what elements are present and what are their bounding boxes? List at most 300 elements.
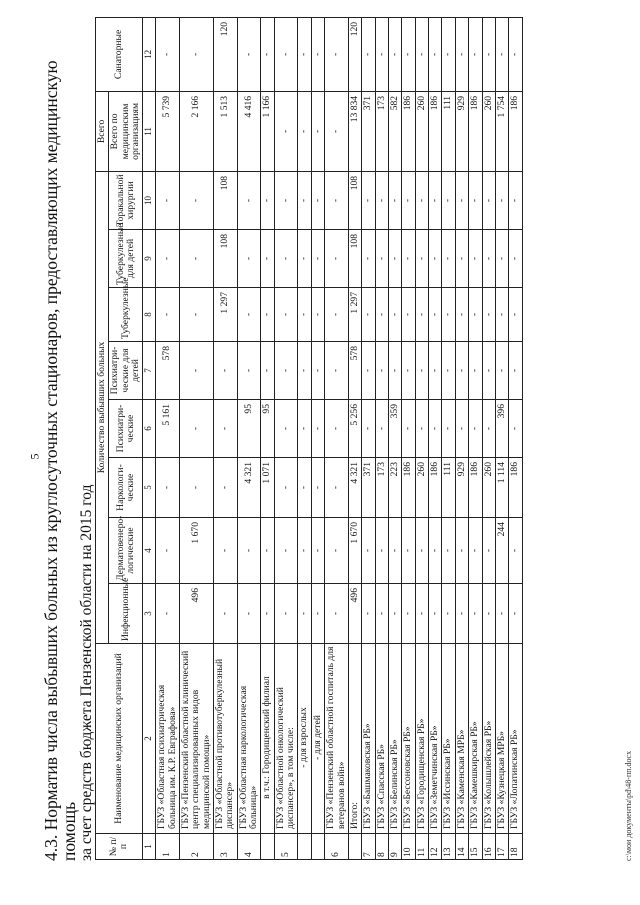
value-cell: - <box>429 17 442 91</box>
value-cell: - <box>375 518 388 584</box>
value-cell: - <box>415 230 428 288</box>
value-cell: - <box>388 584 401 644</box>
column-number: 1 <box>143 834 156 860</box>
value-cell: - <box>509 518 522 584</box>
row-number: 7 <box>362 834 375 860</box>
row-number: 4 <box>237 834 261 860</box>
value-cell: - <box>469 342 482 400</box>
value-cell: - <box>442 288 455 342</box>
value-cell: 5 161 <box>156 400 180 458</box>
value-cell: - <box>429 230 442 288</box>
value-cell: - <box>469 518 482 584</box>
value-cell: - <box>261 288 274 342</box>
organization-name: ГБУЗ «Городищенская РБ» <box>415 644 428 834</box>
table-row <box>402 17 415 859</box>
value-cell: - <box>274 91 298 171</box>
table-row <box>482 17 495 859</box>
value-cell: - <box>156 171 180 229</box>
value-cell: - <box>311 171 324 229</box>
value-cell: - <box>213 584 237 644</box>
organization-name: ГБУЗ «Кузнецкая МРБ» <box>495 644 508 834</box>
table-row <box>415 17 428 859</box>
value-cell: 13 834 <box>348 91 361 171</box>
value-cell: - <box>482 584 495 644</box>
value-cell: - <box>429 400 442 458</box>
organization-name: ГБУЗ «Пензенский областной госпиталь для ветеранов войн» <box>325 644 349 834</box>
organization-name: ГБУЗ «Каменская МРБ» <box>455 644 468 834</box>
value-cell: 186 <box>402 91 415 171</box>
header-col: Торакальной хирургии <box>109 171 143 229</box>
organization-name: ГБУЗ «Колышлейская РБ» <box>482 644 495 834</box>
value-cell: - <box>274 17 298 91</box>
value-cell: 1 071 <box>261 458 274 518</box>
value-cell: - <box>388 17 401 91</box>
organization-name: ГБУЗ «Иссинская РБ» <box>442 644 455 834</box>
value-cell: - <box>237 230 261 288</box>
value-cell: - <box>509 17 522 91</box>
value-cell: - <box>375 288 388 342</box>
header-col: Туберкулезные <box>109 288 143 342</box>
table-row <box>213 17 237 859</box>
value-cell: - <box>298 400 311 458</box>
value-cell: 108 <box>348 230 361 288</box>
header-col: Дерматовенеро-логические <box>109 518 143 584</box>
table-row <box>311 17 324 859</box>
value-cell: - <box>455 171 468 229</box>
value-cell: - <box>362 584 375 644</box>
header-col: Туберкулезные для детей <box>109 230 143 288</box>
value-cell: - <box>375 342 388 400</box>
value-cell: - <box>237 17 261 91</box>
table-row <box>495 17 508 859</box>
value-cell: 186 <box>402 458 415 518</box>
value-cell: 95 <box>237 400 261 458</box>
value-cell: - <box>415 17 428 91</box>
organization-name: ГБУЗ «Башмаковская РБ» <box>362 644 375 834</box>
table-row <box>179 17 213 859</box>
value-cell: 108 <box>213 171 237 229</box>
value-cell: 120 <box>348 17 361 91</box>
value-cell: - <box>495 342 508 400</box>
organization-name: ГБУЗ «Областной онкологический диспансер», в том числе: <box>274 644 298 834</box>
row-number <box>348 834 361 860</box>
value-cell: 173 <box>375 91 388 171</box>
organization-name: в т.ч.: Городищенский филиал <box>261 644 274 834</box>
value-cell: 582 <box>388 91 401 171</box>
value-cell: 4 321 <box>237 458 261 518</box>
value-cell: - <box>156 230 180 288</box>
value-cell: - <box>362 342 375 400</box>
value-cell: 5 739 <box>156 91 180 171</box>
value-cell: - <box>375 584 388 644</box>
value-cell: 496 <box>348 584 361 644</box>
column-number: 2 <box>143 644 156 834</box>
value-cell: - <box>274 171 298 229</box>
value-cell: - <box>375 17 388 91</box>
value-cell: - <box>261 584 274 644</box>
row-number: 9 <box>388 834 401 860</box>
value-cell: - <box>311 288 324 342</box>
value-cell: - <box>362 288 375 342</box>
value-cell: - <box>298 342 311 400</box>
value-cell: - <box>402 171 415 229</box>
value-cell: - <box>509 171 522 229</box>
value-cell: - <box>442 518 455 584</box>
value-cell: - <box>495 17 508 91</box>
title-line-2: за счет средств бюджета Пензенской области на 2015 год <box>77 484 95 861</box>
value-cell: - <box>362 518 375 584</box>
file-path-note: c:\мои документы\pd\48-пп.docx <box>624 750 633 861</box>
value-cell: 186 <box>509 458 522 518</box>
row-number <box>298 834 311 860</box>
value-cell: 95 <box>261 400 274 458</box>
row-number: 8 <box>375 834 388 860</box>
row-number: 13 <box>442 834 455 860</box>
page-number: 5 <box>27 453 42 460</box>
value-cell: - <box>156 17 180 91</box>
value-cell: - <box>325 458 349 518</box>
value-cell: - <box>362 17 375 91</box>
column-number: 10 <box>143 171 156 229</box>
value-cell: - <box>298 518 311 584</box>
organization-name: ГБУЗ «Камешкирская РБ» <box>469 644 482 834</box>
organization-name: Итого: <box>348 644 361 834</box>
column-number: 7 <box>143 342 156 400</box>
header-col: Психиатри-ческие для детей <box>109 342 143 400</box>
value-cell: - <box>237 288 261 342</box>
value-cell: - <box>179 17 213 91</box>
value-cell: - <box>179 458 213 518</box>
value-cell: 929 <box>455 91 468 171</box>
row-number: 10 <box>402 834 415 860</box>
value-cell: - <box>156 584 180 644</box>
table-row <box>455 17 468 859</box>
value-cell: 4 416 <box>237 91 261 171</box>
value-cell: - <box>311 518 324 584</box>
table-row <box>298 17 311 859</box>
value-cell: - <box>415 342 428 400</box>
value-cell: - <box>311 230 324 288</box>
value-cell: 111 <box>442 458 455 518</box>
table-body <box>156 17 522 859</box>
row-number: 6 <box>325 834 349 860</box>
value-cell: 578 <box>348 342 361 400</box>
value-cell: 186 <box>469 91 482 171</box>
value-cell: - <box>298 171 311 229</box>
value-cell: - <box>482 171 495 229</box>
value-cell: - <box>325 171 349 229</box>
value-cell: - <box>179 230 213 288</box>
value-cell: - <box>311 584 324 644</box>
value-cell: - <box>388 171 401 229</box>
value-cell: 1 166 <box>261 91 274 171</box>
value-cell: - <box>482 288 495 342</box>
table-row <box>237 17 261 859</box>
value-cell: - <box>274 288 298 342</box>
value-cell: - <box>442 230 455 288</box>
value-cell: - <box>325 518 349 584</box>
value-cell: - <box>442 400 455 458</box>
value-cell: - <box>274 400 298 458</box>
value-cell: - <box>362 230 375 288</box>
value-cell: - <box>388 518 401 584</box>
value-cell: 1 670 <box>179 518 213 584</box>
value-cell: - <box>179 288 213 342</box>
value-cell: - <box>469 230 482 288</box>
row-number: 11 <box>415 834 428 860</box>
value-cell: - <box>274 342 298 400</box>
value-cell: 1 114 <box>495 458 508 518</box>
organization-name: ГБУЗ «Областной противотуберкулезный диспансер» <box>213 644 237 834</box>
value-cell: 359 <box>388 400 401 458</box>
value-cell: - <box>156 458 180 518</box>
value-cell: - <box>213 518 237 584</box>
value-cell: - <box>311 91 324 171</box>
value-cell: - <box>325 342 349 400</box>
value-cell: - <box>325 230 349 288</box>
value-cell: 186 <box>469 458 482 518</box>
value-cell: - <box>495 288 508 342</box>
row-number: 3 <box>213 834 237 860</box>
row-number: 12 <box>429 834 442 860</box>
row-number <box>311 834 324 860</box>
value-cell: - <box>509 584 522 644</box>
table-row <box>348 17 361 859</box>
value-cell: - <box>298 91 311 171</box>
value-cell: 108 <box>348 171 361 229</box>
row-number: 17 <box>495 834 508 860</box>
value-cell: 186 <box>509 91 522 171</box>
value-cell: - <box>469 584 482 644</box>
header-col: Инфекционные <box>109 584 143 644</box>
table-row <box>469 17 482 859</box>
value-cell: - <box>311 400 324 458</box>
value-cell: - <box>482 230 495 288</box>
value-cell: 173 <box>375 458 388 518</box>
header-number-row <box>143 17 156 859</box>
value-cell: 186 <box>429 458 442 518</box>
value-cell: - <box>325 400 349 458</box>
value-cell: 4 321 <box>348 458 361 518</box>
value-cell: - <box>415 518 428 584</box>
value-cell: - <box>429 288 442 342</box>
header-total: Всего <box>96 91 109 171</box>
value-cell: 223 <box>388 458 401 518</box>
value-cell: - <box>415 288 428 342</box>
value-cell: - <box>325 17 349 91</box>
value-cell: 578 <box>156 342 180 400</box>
organization-name: - для детей <box>311 644 324 834</box>
organization-name: ГБУЗ «Пензенский областной клинический центр специализированных видов медицинской помощи» <box>179 644 213 834</box>
table-row <box>429 17 442 859</box>
value-cell: - <box>213 400 237 458</box>
value-cell: - <box>402 518 415 584</box>
value-cell: - <box>156 518 180 584</box>
column-number: 11 <box>143 91 156 171</box>
value-cell: - <box>298 458 311 518</box>
value-cell: - <box>375 171 388 229</box>
value-cell: 5 256 <box>348 400 361 458</box>
value-cell: - <box>179 342 213 400</box>
value-cell: - <box>298 584 311 644</box>
value-cell: - <box>495 171 508 229</box>
value-cell: - <box>237 584 261 644</box>
value-cell: - <box>415 171 428 229</box>
value-cell: 1 754 <box>495 91 508 171</box>
column-number: 12 <box>143 17 156 91</box>
value-cell: - <box>402 342 415 400</box>
value-cell: - <box>274 458 298 518</box>
table-row <box>388 17 401 859</box>
value-cell: - <box>402 584 415 644</box>
organization-name: - для взрослых <box>298 644 311 834</box>
value-cell: - <box>455 288 468 342</box>
value-cell: - <box>402 288 415 342</box>
value-cell: - <box>298 288 311 342</box>
value-cell: 111 <box>442 91 455 171</box>
value-cell: - <box>469 288 482 342</box>
value-cell: - <box>261 230 274 288</box>
value-cell: 260 <box>415 458 428 518</box>
value-cell: - <box>455 584 468 644</box>
table-row <box>375 17 388 859</box>
document-title <box>42 41 95 861</box>
organization-name: ГБУЗ «Областная наркологическая больница» <box>237 644 261 834</box>
value-cell: - <box>455 342 468 400</box>
value-cell: - <box>274 230 298 288</box>
value-cell: - <box>469 171 482 229</box>
title-line-1: 4.3. Норматив числа выбывших больных из круглосуточных стационаров, предоставляющих медицинскую помощь <box>41 60 80 861</box>
value-cell: - <box>429 584 442 644</box>
value-cell: - <box>179 400 213 458</box>
value-cell: - <box>237 171 261 229</box>
header-col: Психиатри-ческие <box>109 400 143 458</box>
table-row <box>325 17 349 859</box>
value-cell: - <box>482 342 495 400</box>
value-cell: - <box>429 171 442 229</box>
value-cell: - <box>482 17 495 91</box>
value-cell: - <box>455 17 468 91</box>
value-cell: 260 <box>482 458 495 518</box>
value-cell: - <box>325 288 349 342</box>
row-number: 1 <box>156 834 180 860</box>
value-cell: 371 <box>362 91 375 171</box>
organization-name: ГБУЗ «Белинская РБ» <box>388 644 401 834</box>
value-cell: 186 <box>429 91 442 171</box>
table-row <box>509 17 522 859</box>
value-cell: 371 <box>362 458 375 518</box>
column-number: 9 <box>143 230 156 288</box>
table-row <box>156 17 180 859</box>
value-cell: 1 297 <box>213 288 237 342</box>
value-cell: - <box>455 518 468 584</box>
value-cell: - <box>237 518 261 584</box>
row-number: 14 <box>455 834 468 860</box>
value-cell: - <box>442 171 455 229</box>
organization-name: ГБУЗ «Лопатинская РБ» <box>509 644 522 834</box>
value-cell: - <box>298 230 311 288</box>
value-cell: - <box>482 518 495 584</box>
header-sanatorium: Санаторные <box>96 17 143 91</box>
column-number: 5 <box>143 458 156 518</box>
row-number: 2 <box>179 834 213 860</box>
value-cell: - <box>442 342 455 400</box>
value-cell: - <box>429 518 442 584</box>
header-group: Количество выбывших больных <box>96 171 109 643</box>
value-cell: - <box>298 17 311 91</box>
value-cell: - <box>311 458 324 518</box>
header-no: № п/п <box>96 834 143 860</box>
organization-name: ГБУЗ «Бессоновская РБ» <box>402 644 415 834</box>
value-cell: - <box>274 584 298 644</box>
value-cell: - <box>509 288 522 342</box>
column-number: 4 <box>143 518 156 584</box>
value-cell: 2 166 <box>179 91 213 171</box>
value-cell: - <box>402 17 415 91</box>
norm-table <box>95 17 523 860</box>
value-cell: - <box>213 458 237 518</box>
row-number: 16 <box>482 834 495 860</box>
column-number: 3 <box>143 584 156 644</box>
header-total-sub: Всего по медицинским организациям <box>109 91 143 171</box>
value-cell: - <box>442 17 455 91</box>
value-cell: - <box>261 342 274 400</box>
value-cell: - <box>388 288 401 342</box>
value-cell: - <box>274 518 298 584</box>
value-cell: 120 <box>213 17 237 91</box>
column-number: 6 <box>143 400 156 458</box>
value-cell: - <box>415 400 428 458</box>
row-number: 5 <box>274 834 298 860</box>
value-cell: 260 <box>415 91 428 171</box>
value-cell: - <box>261 17 274 91</box>
value-cell: - <box>455 230 468 288</box>
value-cell: - <box>375 230 388 288</box>
value-cell: - <box>509 230 522 288</box>
value-cell: - <box>261 171 274 229</box>
value-cell: - <box>388 230 401 288</box>
value-cell: - <box>469 400 482 458</box>
value-cell: - <box>469 17 482 91</box>
value-cell: - <box>261 518 274 584</box>
column-number: 8 <box>143 288 156 342</box>
value-cell: - <box>213 342 237 400</box>
value-cell: 260 <box>482 91 495 171</box>
value-cell: - <box>325 584 349 644</box>
organization-name: ГБУЗ «Земетчинская РБ» <box>429 644 442 834</box>
value-cell: - <box>455 400 468 458</box>
table-row <box>362 17 375 859</box>
value-cell: 396 <box>495 400 508 458</box>
value-cell: - <box>311 17 324 91</box>
value-cell: 929 <box>455 458 468 518</box>
value-cell: - <box>495 584 508 644</box>
value-cell: - <box>311 342 324 400</box>
value-cell: 496 <box>179 584 213 644</box>
value-cell: - <box>362 400 375 458</box>
value-cell: - <box>325 91 349 171</box>
row-number <box>261 834 274 860</box>
value-cell: 244 <box>495 518 508 584</box>
value-cell: 1 670 <box>348 518 361 584</box>
value-cell: - <box>375 400 388 458</box>
value-cell: - <box>402 230 415 288</box>
header-col: Наркологи-ческие <box>109 458 143 518</box>
value-cell: - <box>482 400 495 458</box>
table-row <box>261 17 274 859</box>
value-cell: - <box>179 171 213 229</box>
value-cell: - <box>415 584 428 644</box>
